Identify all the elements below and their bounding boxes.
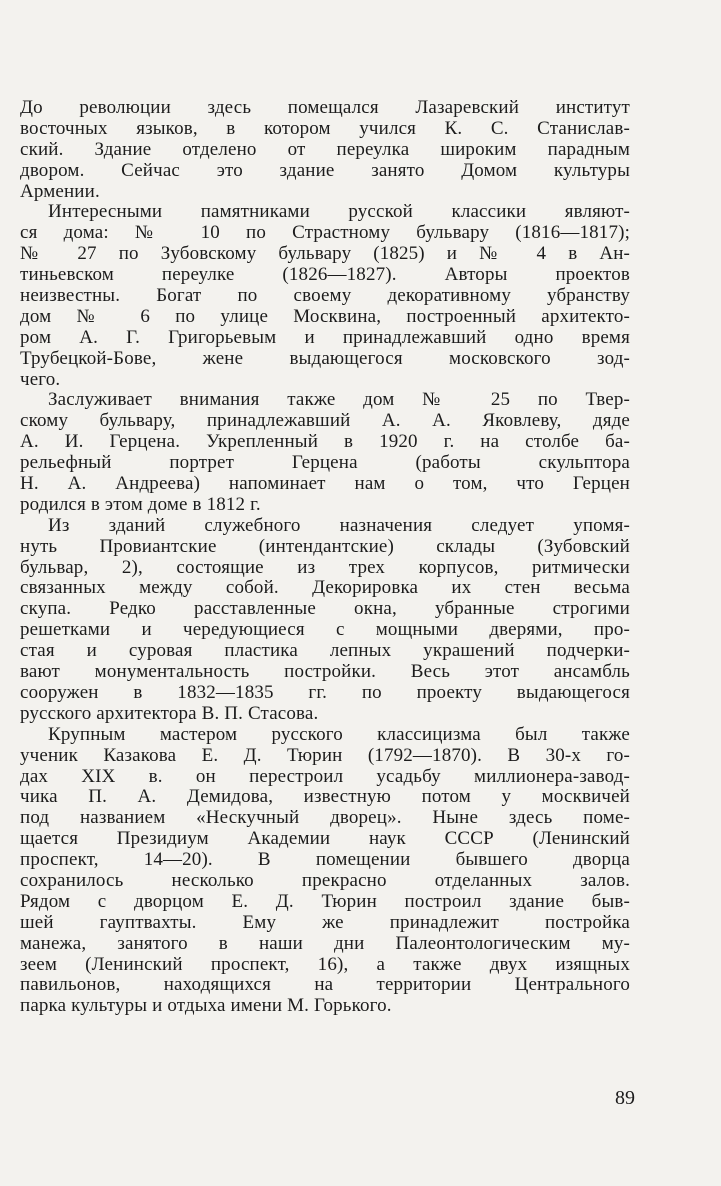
text-line: Рядом с дворцом Е. Д. Тюрин построил здание быв- [20, 890, 630, 912]
text-line: № 27 по Зубовскому бульвару (1825) и № 4 в Ан- [20, 243, 630, 265]
page-number: 89 [615, 1087, 635, 1109]
text-line: сооружен в 1832—1835 гг. по проекту выдающегося [20, 681, 630, 703]
text-line: решетками и чередующиеся с мощными дверями, про- [20, 619, 630, 641]
text-line: нуть Провиантские (интендантские) склады (Зубовский [20, 535, 630, 557]
text-line: шей гауптвахты. Ему же принадлежит постройка [20, 911, 630, 933]
text-line: тиньевском переулке (1826—1827). Авторы проектов [20, 264, 630, 286]
text-line: бульвар, 2), состоящие из трех корпусов, ритмически [20, 556, 630, 578]
text-line: Интересными памятниками русской классики являют- [48, 201, 630, 223]
text-line: чика П. А. Демидова, известную потом у москвичей [20, 786, 630, 808]
text-line: рельефный портрет Герцена (работы скульптора [20, 452, 630, 474]
text-line: А. И. Герцена. Укрепленный в 1920 г. на столбе ба- [20, 431, 630, 453]
text-line: неизвестны. Богат по своему декоративному убранству [20, 285, 630, 307]
text-line: вают монументальность постройки. Весь этот ансамбль [20, 661, 630, 683]
text-line: скому бульвару, принадлежавший А. А. Яковлеву, дяде [20, 410, 630, 432]
text-line: Крупным мастером русского классицизма был также [48, 723, 630, 745]
text-line: под названием «Нескучный дворец». Ныне здесь поме- [20, 807, 630, 829]
text-line: Трубецкой-Бове, жене выдающегося московского зод- [20, 347, 630, 369]
text-line: проспект, 14—20). В помещении бывшего дворца [20, 849, 630, 871]
text-line: дах XIX в. он перестроил усадьбу миллионера-завод- [20, 765, 630, 787]
text-line: скупа. Редко расставленные окна, убранные строгими [20, 598, 630, 620]
text-line: ром А. Г. Григорьевым и принадлежавший одно время [20, 326, 630, 348]
text-line: зеем (Ленинский проспект, 16), а также двух изящных [20, 953, 630, 975]
text-line: двором. Сейчас это здание занято Домом культуры [20, 159, 630, 181]
text-line: павильонов, находящихся на территории Центрального [20, 974, 630, 996]
text-line: связанных между собой. Декорировка их стен весьма [20, 577, 630, 599]
text-line: манежа, занятого в наши дни Палеонтологическим му- [20, 932, 630, 954]
text-line: ся дома: № 10 по Страстному бульвару (1816—1817); [20, 222, 630, 244]
text-line: парка культуры и отдыха имени М. Горького. [20, 995, 392, 1017]
text-line: Из зданий служебного назначения следует упомя- [48, 514, 630, 536]
text-line: восточных языков, в котором учился К. С. Станислав- [20, 117, 630, 139]
text-line: Армении. [20, 180, 100, 202]
text-line: русского архитектора В. П. Стасова. [20, 702, 319, 724]
text-line: щается Президиум Академии наук СССР (Ленинский [20, 828, 630, 850]
text-line: Н. А. Андреева) напоминает нам о том, что Герцен [20, 473, 630, 495]
text-line: ученик Казакова Е. Д. Тюрин (1792—1870). В 30-х го- [20, 744, 630, 766]
body-text [20, 98, 630, 1017]
text-line: сохранилось несколько прекрасно отделанных залов. [20, 869, 630, 891]
text-line: До революции здесь помещался Лазаревский институт [20, 97, 630, 118]
text-line: стая и суровая пластика лепных украшений подчерки- [20, 640, 630, 662]
text-line: Заслуживает внимания также дом № 25 по Твер- [48, 389, 630, 411]
text-line: ский. Здание отделено от переулка широким парадным [20, 138, 630, 160]
text-line: родился в этом доме в 1812 г. [20, 493, 261, 515]
text-line: дом № 6 по улице Москвина, построенный архитекто- [20, 305, 630, 327]
text-line: чего. [20, 368, 61, 390]
